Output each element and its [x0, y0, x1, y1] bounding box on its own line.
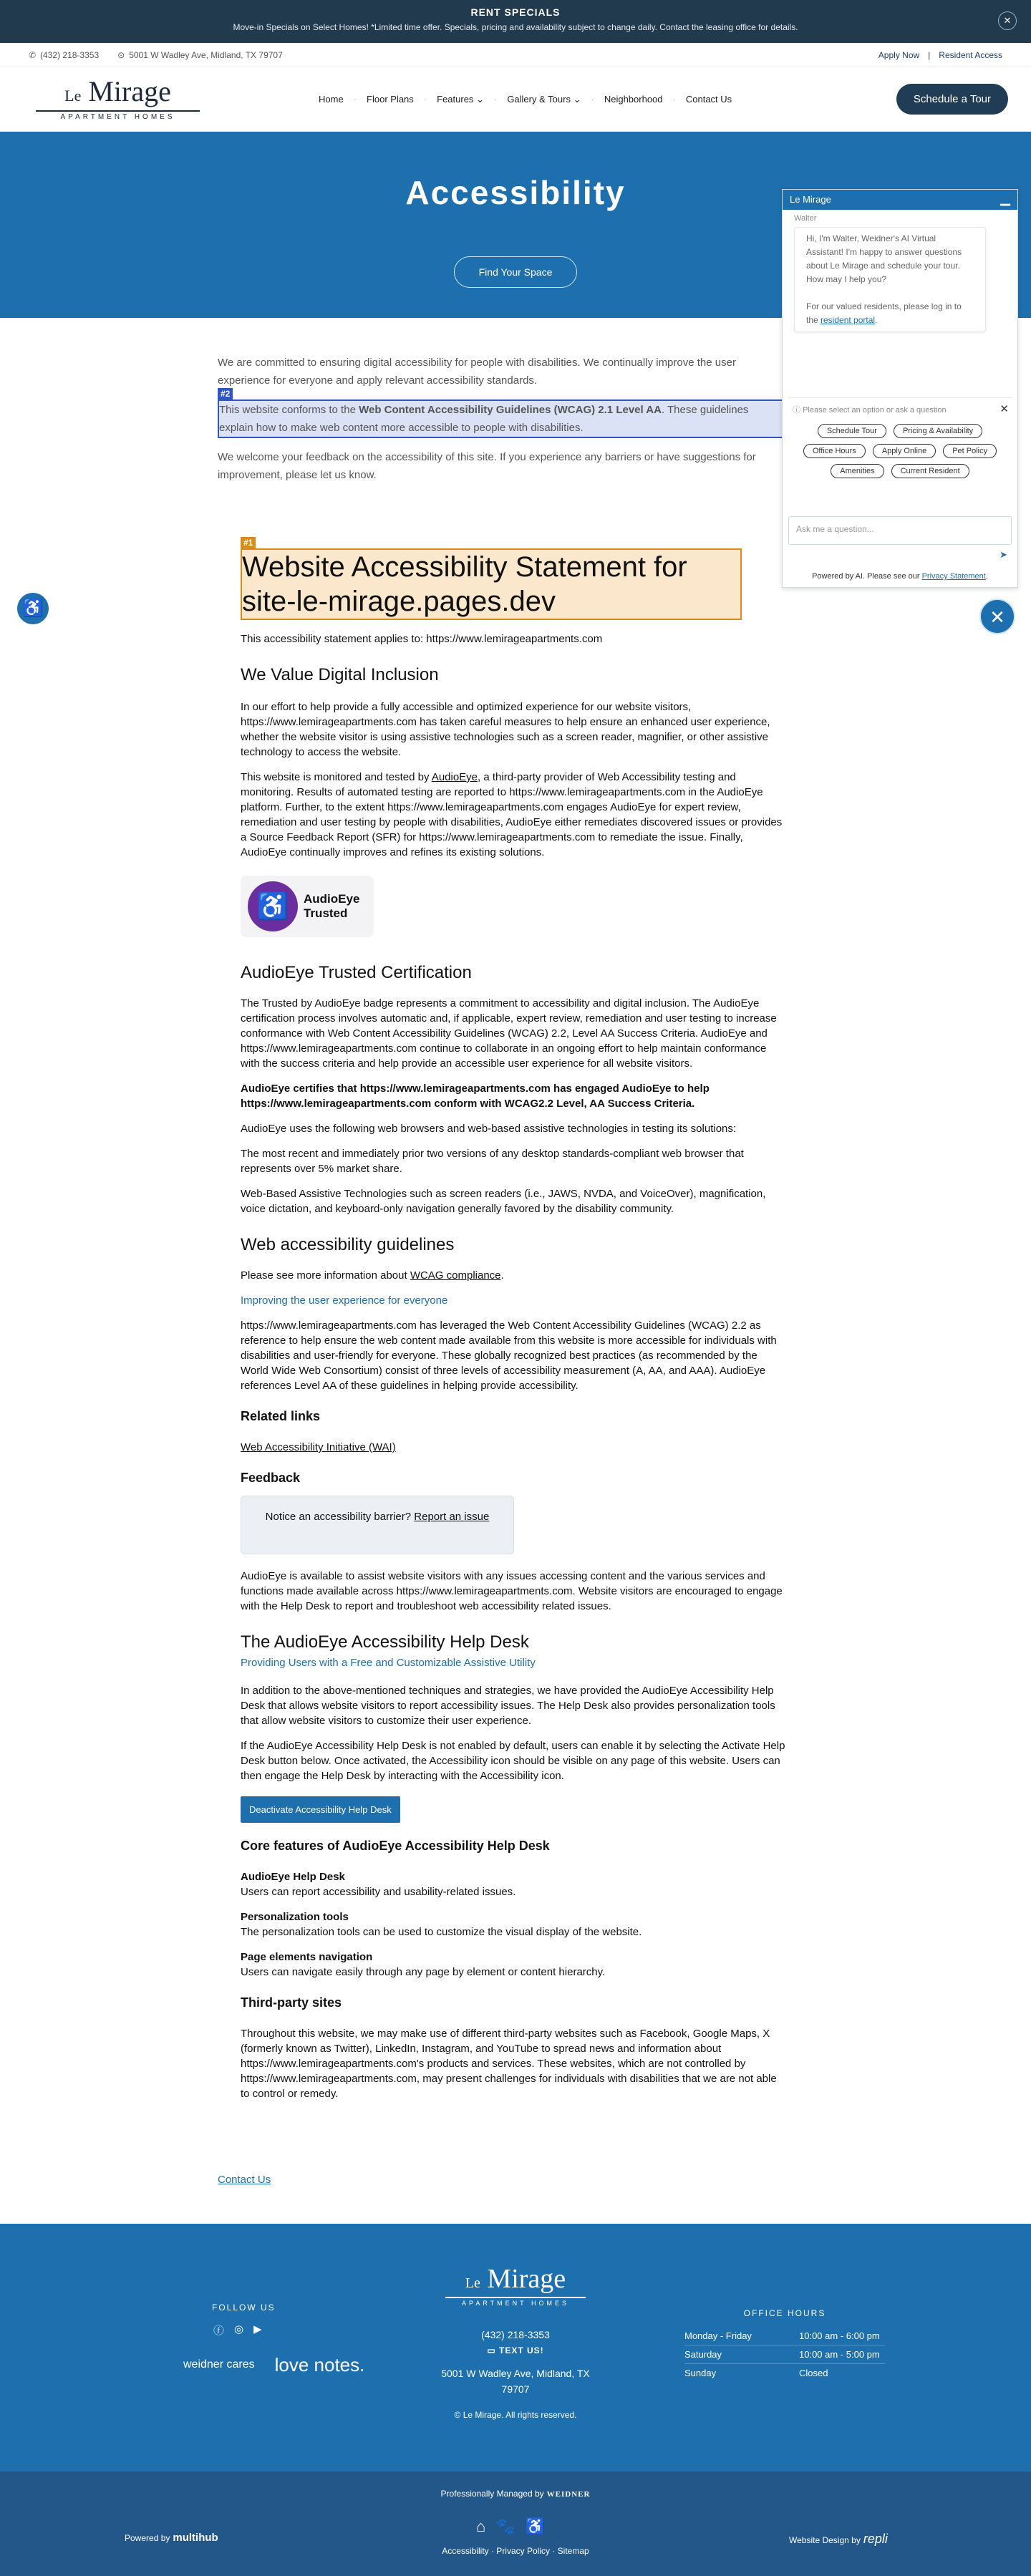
paragraph-certifies: AudioEye certifies that https://www.lemirageapartments.com has engaged AudioEye to help https://www.lemirageapartments.com conform with WCAG2.2 Level, AA Success Criteria. [241, 1083, 710, 1110]
facebook-icon[interactable]: ⓕ [213, 2325, 225, 2337]
chip-pet-policy[interactable]: Pet Policy [943, 444, 997, 458]
paragraph-certification: The Trusted by AudioEye badge represents a commitment to accessibility and digital inclusion. The AudioEye certification process involves automatic and, if applicable, expert review, remediation and user testing to increase conformance with Web Content Accessibility Guidelines (WCAG) 2.2, Level AA Success Criteria. AudioEye and https://www.lemirageapartments.com continue to collaborate in an ongoing effort to help maintain conformance with the success criteria and help provide an accessible user experience for all website visitors. [241, 997, 777, 1070]
close-icon[interactable]: ✕ [998, 11, 1017, 30]
chip-amenities[interactable]: Amenities [831, 464, 884, 478]
nav-contact[interactable]: Contact Us [685, 93, 732, 105]
repli-logo[interactable]: repli [863, 2532, 888, 2546]
paragraph-leveraged: https://www.lemirageapartments.com has leveraged the Web Content Accessibility Guidelines (WCAG) 2.2 as reference to help ensure the web content made available from this website is more accessible for individuals with disabilities and user-friendly for everyone. These globally recognized best practices (as recommended by the World Wide Web Consortium) consist of three levels of accessibility measurement (A, AA, and AAA). AudioEye references Level AA of these guidelines in helping provide accessibility. [241, 1320, 777, 1392]
report-issue-link[interactable]: Report an issue [414, 1511, 490, 1523]
site-footer [0, 2224, 1031, 2471]
chevron-down-icon: ⌄ [573, 93, 581, 105]
info-icon: ⓘ [793, 406, 800, 415]
nav-gallery[interactable] [501, 94, 586, 105]
location-pin-icon: ⊙ [117, 49, 125, 60]
copyright: © Le Mirage. All rights reserved. [454, 2410, 577, 2420]
send-icon[interactable]: ➤ [999, 549, 1007, 560]
footer-phone[interactable]: (432) 218-3353 [481, 2329, 550, 2340]
intro-section [218, 354, 783, 494]
hours-row [684, 2327, 885, 2345]
statement-applies: This accessibility statement applies to: https://www.lemirageapartments.com [241, 633, 603, 645]
chat-close-icon[interactable]: ✕ [979, 599, 1015, 634]
nav-features-label: Features [437, 93, 474, 105]
logo-name: Mirage [88, 75, 171, 107]
footer-contact [430, 2327, 601, 2423]
report-issue-box [241, 1496, 514, 1554]
nav-neighborhood[interactable]: Neighborhood [604, 93, 663, 105]
paragraph-assistive-tech: Web-Based Assistive Technologies such as screen readers (i.e., JAWS, NVDA, and VoiceOver), magnification, voice dictation, and keyboard-only navigation generally favored by the disability community. [241, 1188, 766, 1215]
feature-help-desk-desc: Users can report accessibility and usability-related issues. [241, 1886, 516, 1898]
feature-personalization-title: Personalization tools [241, 1911, 349, 1923]
nav-dot: · [423, 93, 427, 105]
feature-help-desk-title: AudioEye Help Desk [241, 1871, 345, 1883]
more-info-text: Please see more information about [241, 1269, 410, 1282]
site-logo[interactable] [23, 77, 213, 121]
help-desk-subheading: Providing Users with a Free and Customizable Assistive Utility [241, 1657, 536, 1669]
chat-bubble-icon: ▭ [487, 2345, 496, 2355]
phone-text: (432) 218-3353 [40, 49, 100, 60]
footer-logo[interactable] [432, 2265, 599, 2307]
office-hours [684, 2308, 885, 2382]
highlight-tag-1: #1 [241, 537, 256, 548]
wai-link[interactable]: Web Accessibility Initiative (WAI) [241, 1441, 396, 1453]
footer-address[interactable]: 5001 W Wadley Ave, Midland, TX 79707 [441, 2368, 590, 2395]
chip-apply-online[interactable]: Apply Online [873, 444, 936, 458]
paragraph-monitor [241, 770, 788, 860]
highlight-tag-2: #2 [218, 388, 233, 400]
paragraph-available: AudioEye is available to assist website visitors with any issues accessing content and the various services and functions made available across https://www.lemirageapartments.com. Website visitors are encouraged to engage with the Help Desk to report and troubleshoot web accessibility related issues. [241, 1570, 783, 1612]
chat-message-greeting: Hi, I'm Walter, Weidner's AI Virtual Assistant! I'm happy to answer questions about Le Mirage and schedule your tour. How may I help you? [806, 233, 962, 284]
badge-line-1: AudioEye [304, 892, 360, 906]
follow-us-label: FOLLOW US [212, 2303, 276, 2313]
intro-paragraph-2a: This website conforms to the [219, 404, 359, 416]
chat-message-resident [806, 300, 974, 327]
weidner-logo[interactable]: WEIDNER [546, 2490, 591, 2499]
equal-housing-icon: ⌂ [475, 2517, 496, 2535]
hours-row [684, 2345, 885, 2364]
logo-le: Le [64, 87, 82, 105]
promo-banner [0, 0, 1031, 43]
nav-dot: · [493, 93, 498, 105]
audioeye-link[interactable]: AudioEye [431, 771, 478, 783]
feature-help-desk [241, 1869, 788, 1899]
site-header [0, 67, 1031, 132]
chevron-down-icon: ⌄ [476, 93, 484, 105]
find-your-space-button[interactable]: Find Your Space [454, 256, 578, 288]
chat-header [783, 190, 1017, 210]
highlight-box-2 [218, 389, 783, 438]
promo-title: RENT SPECIALS [470, 6, 561, 18]
phone-icon: ✆ [29, 49, 37, 60]
feature-personalization [241, 1909, 788, 1940]
intro-paragraph-1: We are committed to ensuring digital accessibility for people with disabilities. We continually improve the user experience for everyone and apply relevant accessibility standards. [218, 357, 736, 387]
highlight-box-1 [241, 538, 742, 620]
nav-dot: · [591, 93, 594, 105]
multihub-logo[interactable]: multihub [173, 2532, 218, 2544]
paragraph-inclusion: In our effort to help provide a fully accessible and optimized experience for our website visitors, https://www.lemirageapartments.com has taken careful measures to help ensure an enhanced user experience, whether the website visitor is using assistive technologies such as a screen reader, magnifier, or other assistive technology to access the website. [241, 701, 770, 758]
chat-sender: Walter [794, 214, 817, 223]
paragraph-browsers: The most recent and immediately prior two versions of any desktop standards-compliant web browser that represents over 5% market share. [241, 1148, 744, 1175]
instagram-icon[interactable]: ◎ [234, 2323, 244, 2335]
chat-title: Le Mirage [790, 194, 831, 205]
promo-subtitle: Move-in Specials on Select Homes! *Limited time offer. Specials, pricing and availability subject to change daily. Contact the leasing office for details. [233, 22, 798, 32]
chat-options-label: Please select an option or ask a question [803, 406, 947, 415]
divider: | [928, 49, 931, 60]
hours-row [684, 2364, 885, 2382]
feature-navigation [241, 1950, 788, 1980]
paragraph-addition: In addition to the above-mentioned techniques and strategies, we have provided the AudioEye Accessibility Help Desk that allows website visitors to report accessibility issues. The Help Desk also provides personalization tools that allow website visitors to customize their user experience. [241, 1685, 775, 1727]
contact-us-link[interactable]: Contact Us [218, 2174, 271, 2186]
paragraph-uses: AudioEye uses the following web browsers and web-based assistive technologies in testing its solutions: [241, 1123, 737, 1135]
phone-link[interactable] [29, 50, 99, 60]
powered-by-text: Powered by [125, 2533, 170, 2543]
chat-input[interactable]: Ask me a question... [788, 516, 1012, 545]
chat-widget [782, 189, 1018, 588]
chat-resident-end: . [875, 315, 878, 325]
footer-logo-tagline: APARTMENT HOMES [445, 2297, 586, 2307]
audioeye-trusted-badge[interactable] [241, 876, 374, 937]
nav-floor-plans[interactable]: Floor Plans [367, 93, 414, 105]
statement-title: Website Accessibility Statement for site-le-mirage.pages.dev [242, 551, 687, 617]
deactivate-help-desk-button[interactable]: Deactivate Accessibility Help Desk [241, 1796, 400, 1823]
heading-third-party: Third-party sites [241, 1995, 342, 2010]
wheelchair-icon: ♿ [525, 2517, 556, 2535]
social-links [213, 2323, 262, 2338]
intro-paragraph-2c: . These guidelines explain how to make web content more accessible to people with disabilities. [219, 404, 749, 434]
managed-by [0, 2489, 1031, 2499]
chat-options-header [788, 404, 1012, 415]
love-notes-logo[interactable]: love notes. [274, 2354, 365, 2376]
logo-tagline: APARTMENT HOMES [36, 110, 200, 121]
page-title: Accessibility [405, 174, 626, 211]
minimize-icon[interactable]: ▁ [1000, 191, 1010, 205]
close-icon[interactable]: ✕ [999, 403, 1009, 415]
hours-day: Monday - Friday [684, 2330, 752, 2341]
apply-now-link[interactable]: Apply Now [878, 49, 920, 60]
resident-portal-link[interactable]: resident portal [821, 315, 876, 325]
chat-chip-list [788, 424, 1012, 478]
paragraph-third-party: Throughout this website, we may make use of different third-party websites such as Facebook, Google Maps, X (formerly known as Twitter), LinkedIn, Instagram, and YouTube to spread news and information about https://www.lemirageapartments.com's products and services. These websites, which are not controlled by https://www.lemirageapartments.com, may present challenges for individuals with disabilities that we are not able to control or remedy. [241, 2028, 777, 2100]
feature-navigation-title: Page elements navigation [241, 1951, 373, 1963]
chip-current-resident[interactable]: Current Resident [891, 464, 969, 478]
footer-links[interactable]: Accessibility · Privacy Policy · Sitemap [442, 2546, 589, 2556]
monitor-text-a: This website is monitored and tested by [241, 771, 432, 783]
powered-end: . [985, 572, 988, 581]
nav-dot: · [672, 93, 676, 105]
badge-line-2: Trusted [304, 906, 348, 920]
chat-resident-text: For our valued residents, please log in to the [806, 301, 962, 325]
accessibility-person-icon: ♿ [248, 881, 298, 931]
chip-office-hours[interactable]: Office Hours [803, 444, 866, 458]
address-link[interactable] [117, 50, 283, 60]
heading-core-features: Core features of AudioEye Accessibility Help Desk [241, 1839, 550, 1853]
heading-certification: AudioEye Trusted Certification [241, 963, 472, 982]
powered-by [125, 2532, 218, 2544]
heading-feedback: Feedback [241, 1471, 301, 1485]
paragraph-more-info [241, 1268, 788, 1283]
more-info-end: . [500, 1269, 504, 1282]
heading-guidelines: Web accessibility guidelines [241, 1235, 455, 1254]
hours-time: 10:00 am - 6:00 pm [799, 2330, 880, 2341]
privacy-statement-link[interactable]: Privacy Statement [921, 572, 986, 581]
website-design [789, 2532, 888, 2547]
nav-features[interactable] [431, 94, 490, 105]
intro-paragraph-3: We welcome your feedback on the accessibility of this site. If you experience any barriers or have suggestions for improvement, please let us know. [218, 451, 756, 481]
hours-day: Sunday [684, 2368, 717, 2378]
feature-navigation-desc: Users can navigate easily through any page by element or content hierarchy. [241, 1966, 606, 1978]
hours-time: 10:00 am - 5:00 pm [799, 2349, 880, 2360]
website-design-text: Website Design by [789, 2535, 861, 2545]
main-nav [313, 94, 737, 105]
heading-related-links: Related links [241, 1409, 321, 1423]
footer-logo-le: Le [465, 2275, 480, 2291]
nav-home[interactable]: Home [319, 93, 344, 105]
address-text: 5001 W Wadley Ave, Midland, TX 79707 [129, 49, 283, 60]
feature-personalization-desc: The personalization tools can be used to customize the visual display of the website. [241, 1926, 642, 1938]
footer-logo-name: Mirage [487, 2264, 566, 2294]
paragraph-if-not-enabled: If the AudioEye Accessibility Help Desk is not enabled by default, users can enable it by selecting the Activate Help Desk button below. Once activated, the Accessibility icon should be visible on any page of this website. Users can then engage the Help Desk by interacting with the Accessibility icon. [241, 1740, 785, 1782]
utility-bar [0, 43, 1031, 67]
wcag-link[interactable]: Web Content Accessibility Guidelines (WCAG) 2.1 Level AA [359, 404, 662, 416]
managed-by-text: Professionally Managed by [440, 2489, 544, 2499]
monitor-text-b: , a third-party provider of Web Accessibility testing and monitoring. Results of automated testing are reported to https://www.lemirageapartments.com in the AudioEye platform. Further, to the extent https://www.lemirageapartments.com engages AudioEye for expert review, remediation and user testing by people with disabilities, AudioEye either remediates discovered issues or provides a Source Feedback Report (SFR) for https://www.lemirageapartments.com to remediate the issue. Finally, AudioEye continually improves and refines its existing solutions. [241, 771, 783, 858]
chat-powered-by [783, 572, 1017, 581]
nav-dot: · [353, 93, 357, 105]
schedule-tour-button[interactable]: Schedule a Tour [896, 84, 1008, 115]
chip-pricing[interactable]: Pricing & Availability [894, 424, 982, 438]
accessibility-icon[interactable]: ♿ [17, 593, 49, 624]
accessibility-statement [241, 538, 788, 2101]
heading-inclusion: We Value Digital Inclusion [241, 665, 439, 684]
improving-subheading: Improving the user experience for everyone [241, 1294, 448, 1307]
chip-schedule-tour[interactable]: Schedule Tour [818, 424, 886, 438]
chat-message [794, 227, 986, 332]
hours-day: Saturday [684, 2349, 722, 2360]
weidner-cares-logo[interactable]: weidner cares [183, 2358, 255, 2371]
text-us-link[interactable] [430, 2343, 601, 2358]
powered-text: Powered by AI. Please see our [812, 572, 922, 581]
text-us-label: TEXT US! [499, 2345, 544, 2355]
sub-footer [0, 2471, 1031, 2576]
notice-text: Notice an accessibility barrier? [265, 1511, 415, 1523]
pet-friendly-icon: 🐾 [495, 2517, 526, 2535]
chat-options [788, 397, 1012, 478]
nav-gallery-label: Gallery & Tours [507, 93, 571, 105]
resident-access-link[interactable]: Resident Access [939, 49, 1002, 60]
hours-time: Closed [799, 2368, 828, 2378]
office-hours-title: OFFICE HOURS [743, 2308, 826, 2318]
heading-help-desk: The AudioEye Accessibility Help Desk [241, 1632, 529, 1652]
youtube-icon[interactable]: ▶ [253, 2323, 262, 2335]
footer-brands [183, 2354, 365, 2376]
wcag-compliance-link[interactable]: WCAG compliance [410, 1269, 501, 1282]
